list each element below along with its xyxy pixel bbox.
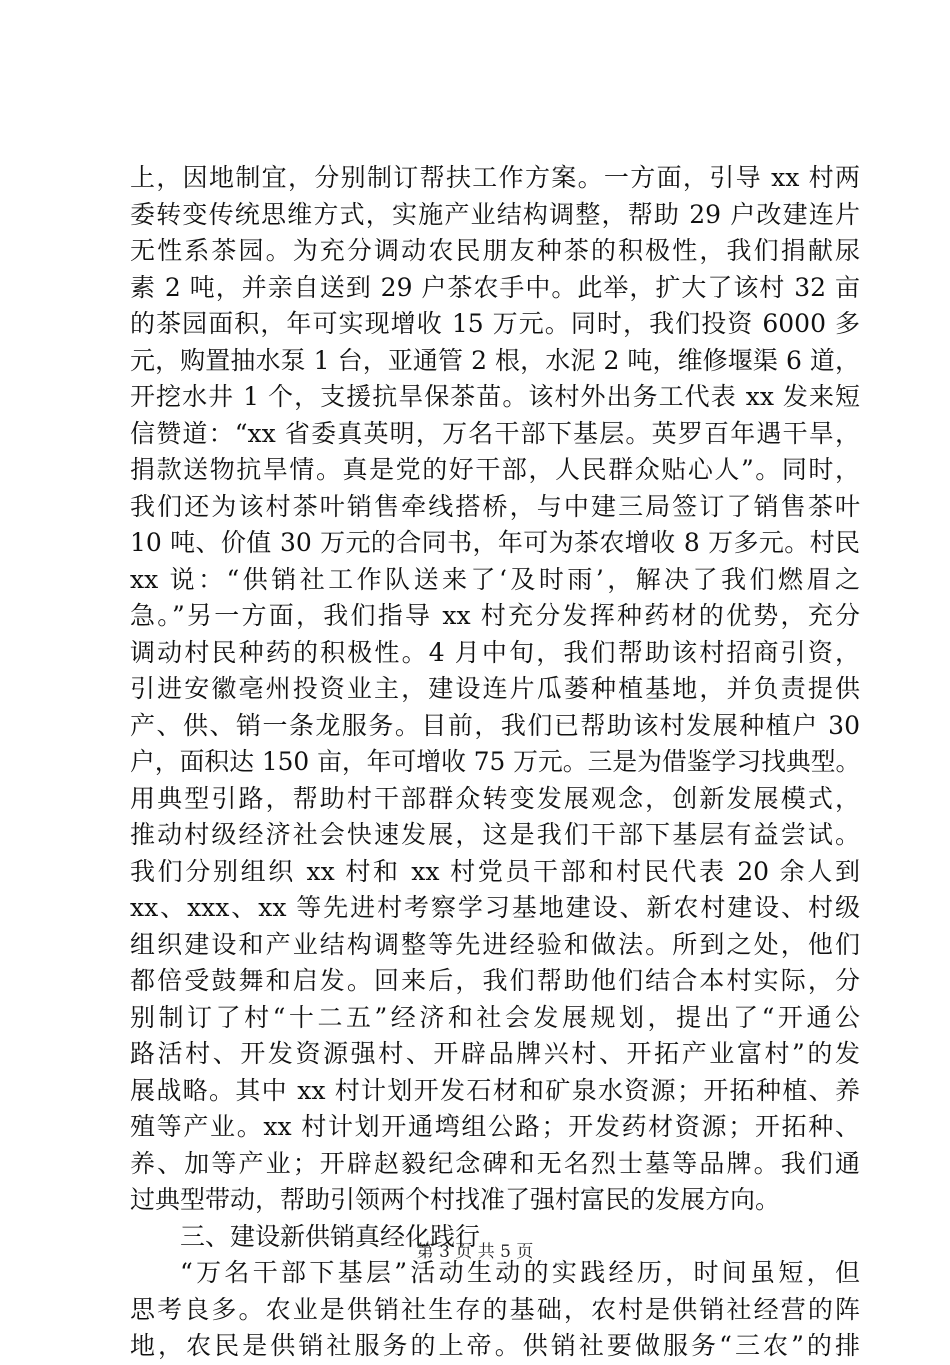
text-line: 路活村、开发资源强村、开辟品牌兴村、开拓产业富村”的发: [130, 1039, 860, 1068]
text-line: “万名干部下基层”活动生动的实践经历，时间虽短，但: [180, 1258, 860, 1287]
page-footer: 第 3 页 共 5 页: [416, 1242, 534, 1262]
text-line: xx 说：“供销社工作队送来了‘及时雨’，解决了我们燃眉之: [130, 564, 860, 594]
text-line: 都倍受鼓舞和启发。回来后，我们帮助他们结合本村实际，分: [130, 966, 860, 995]
text-line: 地，农民是供销社服务的上帝。供销社要做服务“三农”的排: [130, 1331, 860, 1360]
text-line: 捐款送物抗旱情。真是党的好干部，人民群众贴心人”。同时，: [130, 455, 860, 484]
text-line: 信赞道：“xx 省委真英明，万名干部下基层。英罗百年遇干旱，: [130, 418, 860, 448]
text-line: 推动村级经济社会快速发展，这是我们干部下基层有益尝试。: [130, 820, 860, 849]
text-line: 户，面积达 150 亩，年可增收 75 万元。三是为借鉴学习找典型。: [130, 747, 861, 776]
text-line: 的茶园面积，年可实现增收 15 万元。同时，我们投资 6000 多: [130, 309, 860, 338]
text-line: 开挖水井 1 个，支援抗旱保茶苗。该村外出务工代表 xx 发来短: [130, 382, 860, 411]
text-line: 我们还为该村茶叶销售牵线搭桥，与中建三局签订了销售茶叶: [130, 491, 860, 521]
text-line: 调动村民种药的积极性。4 月中旬，我们帮助该村招商引资，: [130, 637, 860, 667]
text-line: 产、供、销一条龙服务。目前，我们已帮助该村发展种植户 30: [130, 710, 860, 740]
text-line: 10 吨、价值 30 万元的合同书，年可为茶农增收 8 万多元。村民: [130, 528, 860, 557]
text-line: 上，因地制宜，分别制订帮扶工作方案。一方面，引导 xx 村两: [130, 163, 860, 192]
text-line: 别制订了村“十二五”经济和社会发展规划，提出了“开通公: [130, 1002, 860, 1032]
text-line: 展战略。其中 xx 村计划开发石材和矿泉水资源；开拓种植、养: [130, 1075, 860, 1105]
text-line: 组织建设和产业结构调整等先进经验和做法。所到之处，他们: [130, 929, 860, 959]
text-line: 我们分别组织 xx 村和 xx 村党员干部和村民代表 20 余人到: [130, 856, 860, 886]
text-line: 养、加等产业；开辟赵毅纪念碑和无名烈士墓等品牌。我们通: [130, 1148, 860, 1178]
text-line: xx、xxx、xx 等先进村考察学习基地建设、新农村建设、村级: [130, 893, 860, 922]
text-line: 素 2 吨，并亲自送到 29 户茶农手中。此举，扩大了该村 32 亩: [130, 272, 860, 302]
text-line: 无性系茶园。为充分调动农民朋友种茶的积极性，我们捐献尿: [130, 236, 860, 265]
text-line: 委转变传统思维方式，实施产业结构调整，帮助 29 户改建连片: [130, 199, 860, 229]
text-line: 思考良多。农业是供销社生存的基础，农村是供销社经营的阵: [130, 1294, 860, 1324]
text-line: 急。”另一方面，我们指导 xx 村充分发挥种药材的优势，充分: [130, 601, 860, 630]
section-heading: 三、建设新供销真经化践行: [180, 1221, 481, 1251]
text-line: 过典型带动，帮助引领两个村找准了强村富民的发展方向。: [130, 1185, 781, 1214]
body-text: [130, 160, 860, 1365]
text-line: 元，购置抽水泵 1 台，亚通管 2 根，水泥 2 吨，维修堰渠 6 道，: [130, 345, 860, 375]
text-line: 殖等产业。xx 村计划开通塆组公路；开发药材资源；开拓种、: [130, 1112, 860, 1141]
text-line: 引进安徽亳州投资业主，建设连片瓜蒌种植基地，并负责提供: [130, 674, 860, 703]
text-line: 用典型引路，帮助村干部群众转变发展观念，创新发展模式，: [130, 783, 860, 813]
